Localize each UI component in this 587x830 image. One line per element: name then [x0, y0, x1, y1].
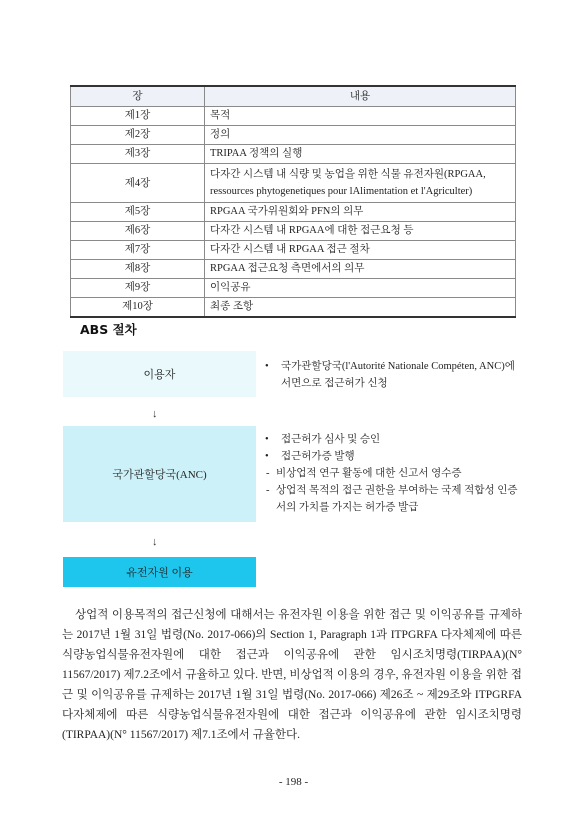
paragraph-text: 상업적 이용목적의 접근신청에 대해서는 유전자원 이용을 위한 접근 및 이익공유를 규제하는 2017년 1월 31일 법령(No. 2017-066)의 Section 1, Paragraph 1과 ITPGRFA 다자체제에 따른 식량농업식물유전자원에 대한 접근과 이익공유에 관한 임시조치명령(TIRPAA)(N° 11567/2017) 제7.2조에서 규율하고 있다. 반면, 비상업적 이용의 경우, 유전자원 이용을 위한 접근 및 이익공유를 규제하는 2017년 1월 31일 법령(No. 2017-066) 제26조 ~ 제29조와 ITPGRFA 다자체제에 따른 식량농업식물유전자원에 대한 접근과 이익공유에 관한 임시조치명령(TIRPAA)(N° 11567/2017) 제7.1조에서 규율한다.	[62, 609, 522, 741]
table-row	[71, 241, 516, 260]
content-cell: 다자간 시스템 내 RPGAA 접근 절차	[205, 241, 516, 260]
table-row	[71, 164, 516, 203]
content-cell: RPGAA 접근요청 측면에서의 의무	[205, 260, 516, 279]
step2-notes	[262, 431, 527, 516]
content-cell: 이익공유	[205, 279, 516, 298]
flow-step-user	[63, 351, 256, 397]
content-cell: 정의	[205, 126, 516, 145]
column-header-chapter: 장	[71, 86, 205, 107]
chapter-cell: 제10장	[71, 298, 205, 318]
section-title: ABS 절차	[80, 322, 137, 337]
table-row	[71, 203, 516, 222]
dash-marker: -	[266, 468, 270, 479]
flow-step-label: 이용자	[143, 369, 176, 381]
table-row	[71, 145, 516, 164]
column-header-content: 내용	[205, 86, 516, 107]
note-subtext: 상업적 목적의 접근 권한을 부여하는 국제 적합성 인증서의 가치를 가지는 허가증 발급	[276, 485, 518, 513]
down-arrow-icon: ↓	[152, 536, 158, 548]
down-arrow-icon: ↓	[152, 408, 158, 420]
bullet-icon: •	[265, 451, 269, 462]
note-subitem	[262, 482, 527, 516]
note-text: 접근허가증 발행	[281, 451, 355, 462]
dash-marker: -	[266, 485, 270, 496]
table-row	[71, 279, 516, 298]
flow-step-use	[63, 557, 256, 587]
table-row	[71, 260, 516, 279]
chapter-table	[70, 85, 516, 318]
flow-step-anc	[63, 426, 256, 522]
chapter-cell: 제9장	[71, 279, 205, 298]
content-cell: 목적	[205, 107, 516, 126]
note-bullet	[262, 431, 527, 448]
table-row	[71, 107, 516, 126]
page-number: - 198 -	[278, 776, 309, 788]
bullet-icon: •	[265, 434, 269, 445]
chapter-cell: 제3장	[71, 145, 205, 164]
table-row	[71, 298, 516, 318]
flow-step-label: 유전자원 이용	[126, 567, 193, 579]
table-row	[71, 222, 516, 241]
bullet-icon: •	[265, 361, 269, 372]
chapter-cell: 제7장	[71, 241, 205, 260]
content-cell: TRIPAA 정책의 실행	[205, 145, 516, 164]
chapter-cell: 제6장	[71, 222, 205, 241]
note-text: 국가관할당국(l'Autorité Nationale Compéten, ANC)에 서면으로 접근허가 신청	[281, 361, 515, 389]
note-subtext: 비상업적 연구 활동에 대한 신고서 영수증	[276, 468, 462, 479]
table-row	[71, 126, 516, 145]
step1-notes	[262, 358, 522, 392]
chapter-cell: 제5장	[71, 203, 205, 222]
chapter-cell: 제4장	[71, 164, 205, 203]
chapter-cell: 제2장	[71, 126, 205, 145]
body-paragraph	[62, 605, 522, 745]
content-cell: 최종 조항	[205, 298, 516, 318]
flow-step-label: 국가관할당국(ANC)	[112, 469, 207, 481]
content-cell: RPGAA 국가위원회와 PFN의 의무	[205, 203, 516, 222]
note-bullet	[262, 448, 527, 465]
note-bullet	[262, 358, 522, 392]
content-cell: 다자간 시스템 내 식량 및 농업을 위한 식물 유전자원(RPGAA, ressources phytogenetiques pour lAlimentation et l'Agriculter)	[205, 164, 516, 203]
content-cell: 다자간 시스템 내 RPGAA에 대한 접근요청 등	[205, 222, 516, 241]
note-text: 접근허가 심사 및 승인	[281, 434, 381, 445]
chapter-cell: 제1장	[71, 107, 205, 126]
chapter-cell: 제8장	[71, 260, 205, 279]
note-subitem	[262, 465, 527, 482]
table-header-row	[71, 86, 516, 107]
